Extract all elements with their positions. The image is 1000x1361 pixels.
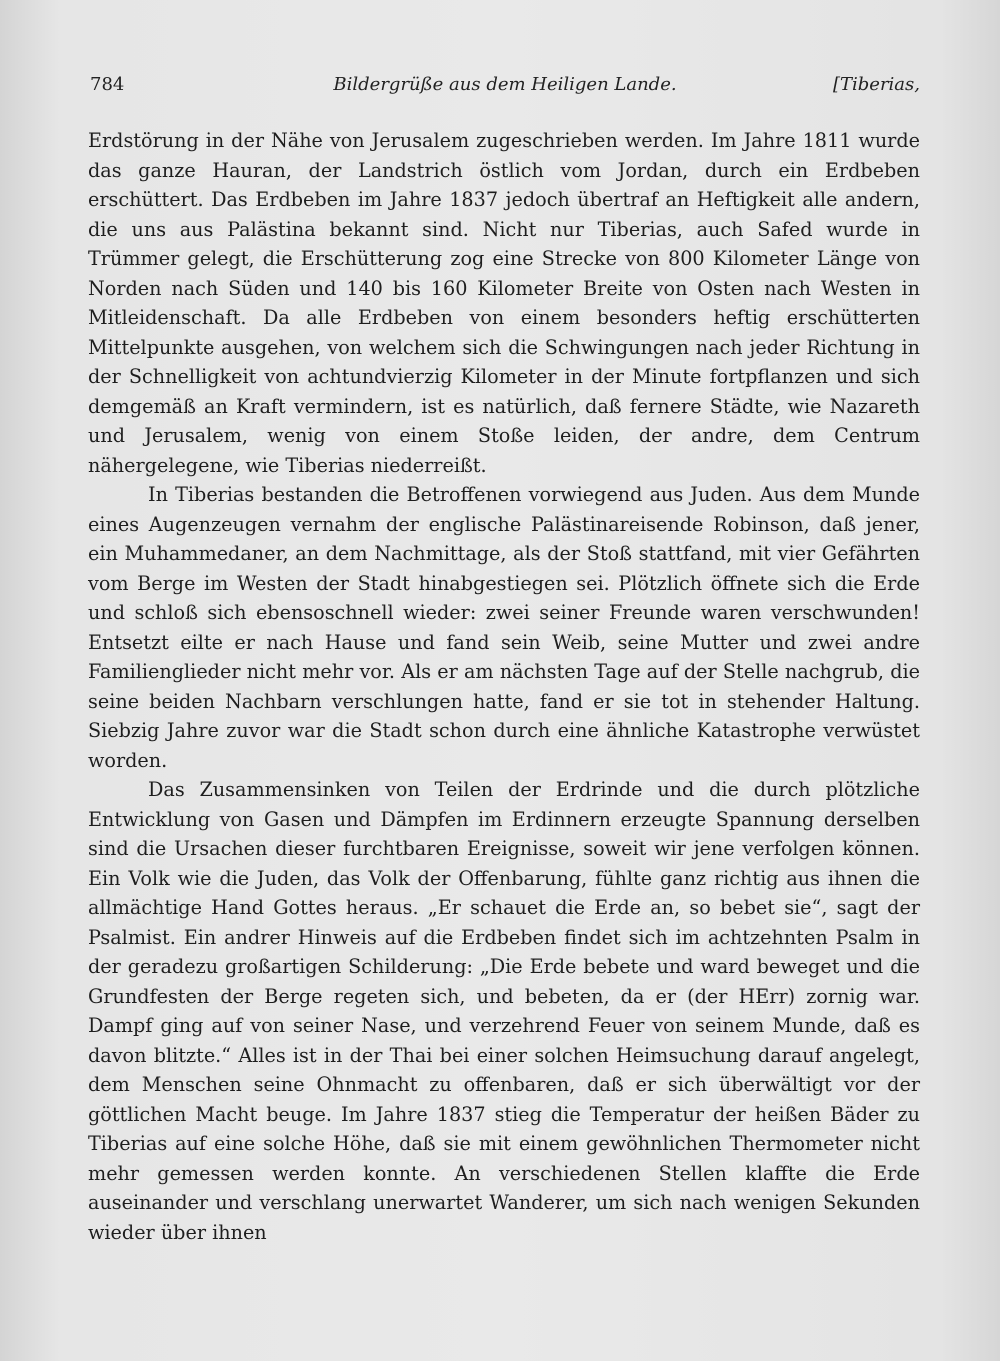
- paragraph-1: Erdstörung in der Nähe von Jerusalem zugeschrieben werden. Im Jahre 1811 wurde das ganze Hauran, der Landstrich östlich vom Jordan, durch ein Erdbeben erschüttert. Das Erdbeben im Jahre 1837 jedoch übertraf an Heftigkeit alle andern, die uns aus Palästina bekannt sind. Nicht nur Tiberias, auch Safed wurde in Trümmer gelegt, die Erschütterung zog eine Strecke von 800 Kilometer Länge von Norden nach Süden und 140 bis 160 Kilometer Breite von Osten nach Westen in Mitleidenschaft. Da alle Erdbeben von einem besonders heftig erschütterten Mittelpunkte ausgehen, von welchem sich die Schwingungen nach jeder Richtung in der Schnelligkeit von achtundvierzig Kilometer in der Minute fortpflanzen und sich demgemäß an Kraft vermindern, ist es natürlich, daß fernere Städte, wie Nazareth und Jerusalem, wenig von einem Stoße leiden, der andre, dem Centrum nähergelegene, wie Tiberias niederreißt.: [88, 129, 920, 477]
- paragraph-3: Das Zusammensinken von Teilen der Erdrinde und die durch plötzliche Entwicklung von Gasen und Dämpfen im Erdinnern erzeugte Spannung derselben sind die Ursachen dieser furchtbaren Ereignisse, soweit wir jene verfolgen können. Ein Volk wie die Juden, das Volk der Offenbarung, fühlte ganz richtig aus ihnen die allmächtige Hand Gottes heraus. „Er schauet die Erde an, so bebet sie“, sagt der Psalmist. Ein andrer Hinweis auf die Erdbeben findet sich im achtzehnten Psalm in der geradezu großartigen Schilderung: „Die Erde bebete und ward beweget und die Grundfesten der Berge regeten sich, und bebeten, da er (der HErr) zornig war. Dampf ging auf von seiner Nase, und verzehrend Feuer von seinem Munde, daß es davon blitzte.“ Alles ist in der Thai bei einer solchen Heimsuchung darauf angelegt, dem Menschen seine Ohnmacht zu offenbaren, daß er sich überwältigt vor der göttlichen Macht beuge. Im Jahre 1837 stieg die Temperatur der heißen Bäder zu Tiberias auf eine solche Höhe, daß sie mit einem gewöhnlichen Thermometer nicht mehr gemessen werden konnte. An verschiedenen Stellen klaffte die Erde auseinander und verschlang unerwartet Wanderer, um sich nach wenigen Sekunden wieder über ihnen: [88, 778, 920, 1244]
- section-marker: [Tiberias,: [832, 74, 920, 95]
- running-title: Bildergrüße aus dem Heiligen Lande.: [333, 74, 677, 95]
- page-number: 784: [90, 74, 125, 95]
- page-body: [88, 126, 920, 1247]
- paragraph-2: In Tiberias bestanden die Betroffenen vorwiegend aus Juden. Aus dem Munde eines Augenzeugen vernahm der englische Palästinareisende Robinson, daß jener, ein Muhammedaner, an dem Nachmittage, als der Stoß stattfand, mit vier Gefährten vom Berge im Westen der Stadt hinabgestiegen sei. Plötzlich öffnete sich die Erde und schloß sich ebensoschnell wieder: zwei seiner Freunde waren verschwunden! Entsetzt eilte er nach Hause und fand sein Weib, seine Mutter und zwei andre Familienglieder nicht mehr vor. Als er am nächsten Tage auf der Stelle nachgrub, die seine beiden Nachbarn verschlungen hatte, fand er sie tot in stehender Haltung. Siebzig Jahre zuvor war die Stadt schon durch eine ähnliche Katastrophe verwüstet worden.: [88, 483, 920, 772]
- page-header: [90, 74, 920, 104]
